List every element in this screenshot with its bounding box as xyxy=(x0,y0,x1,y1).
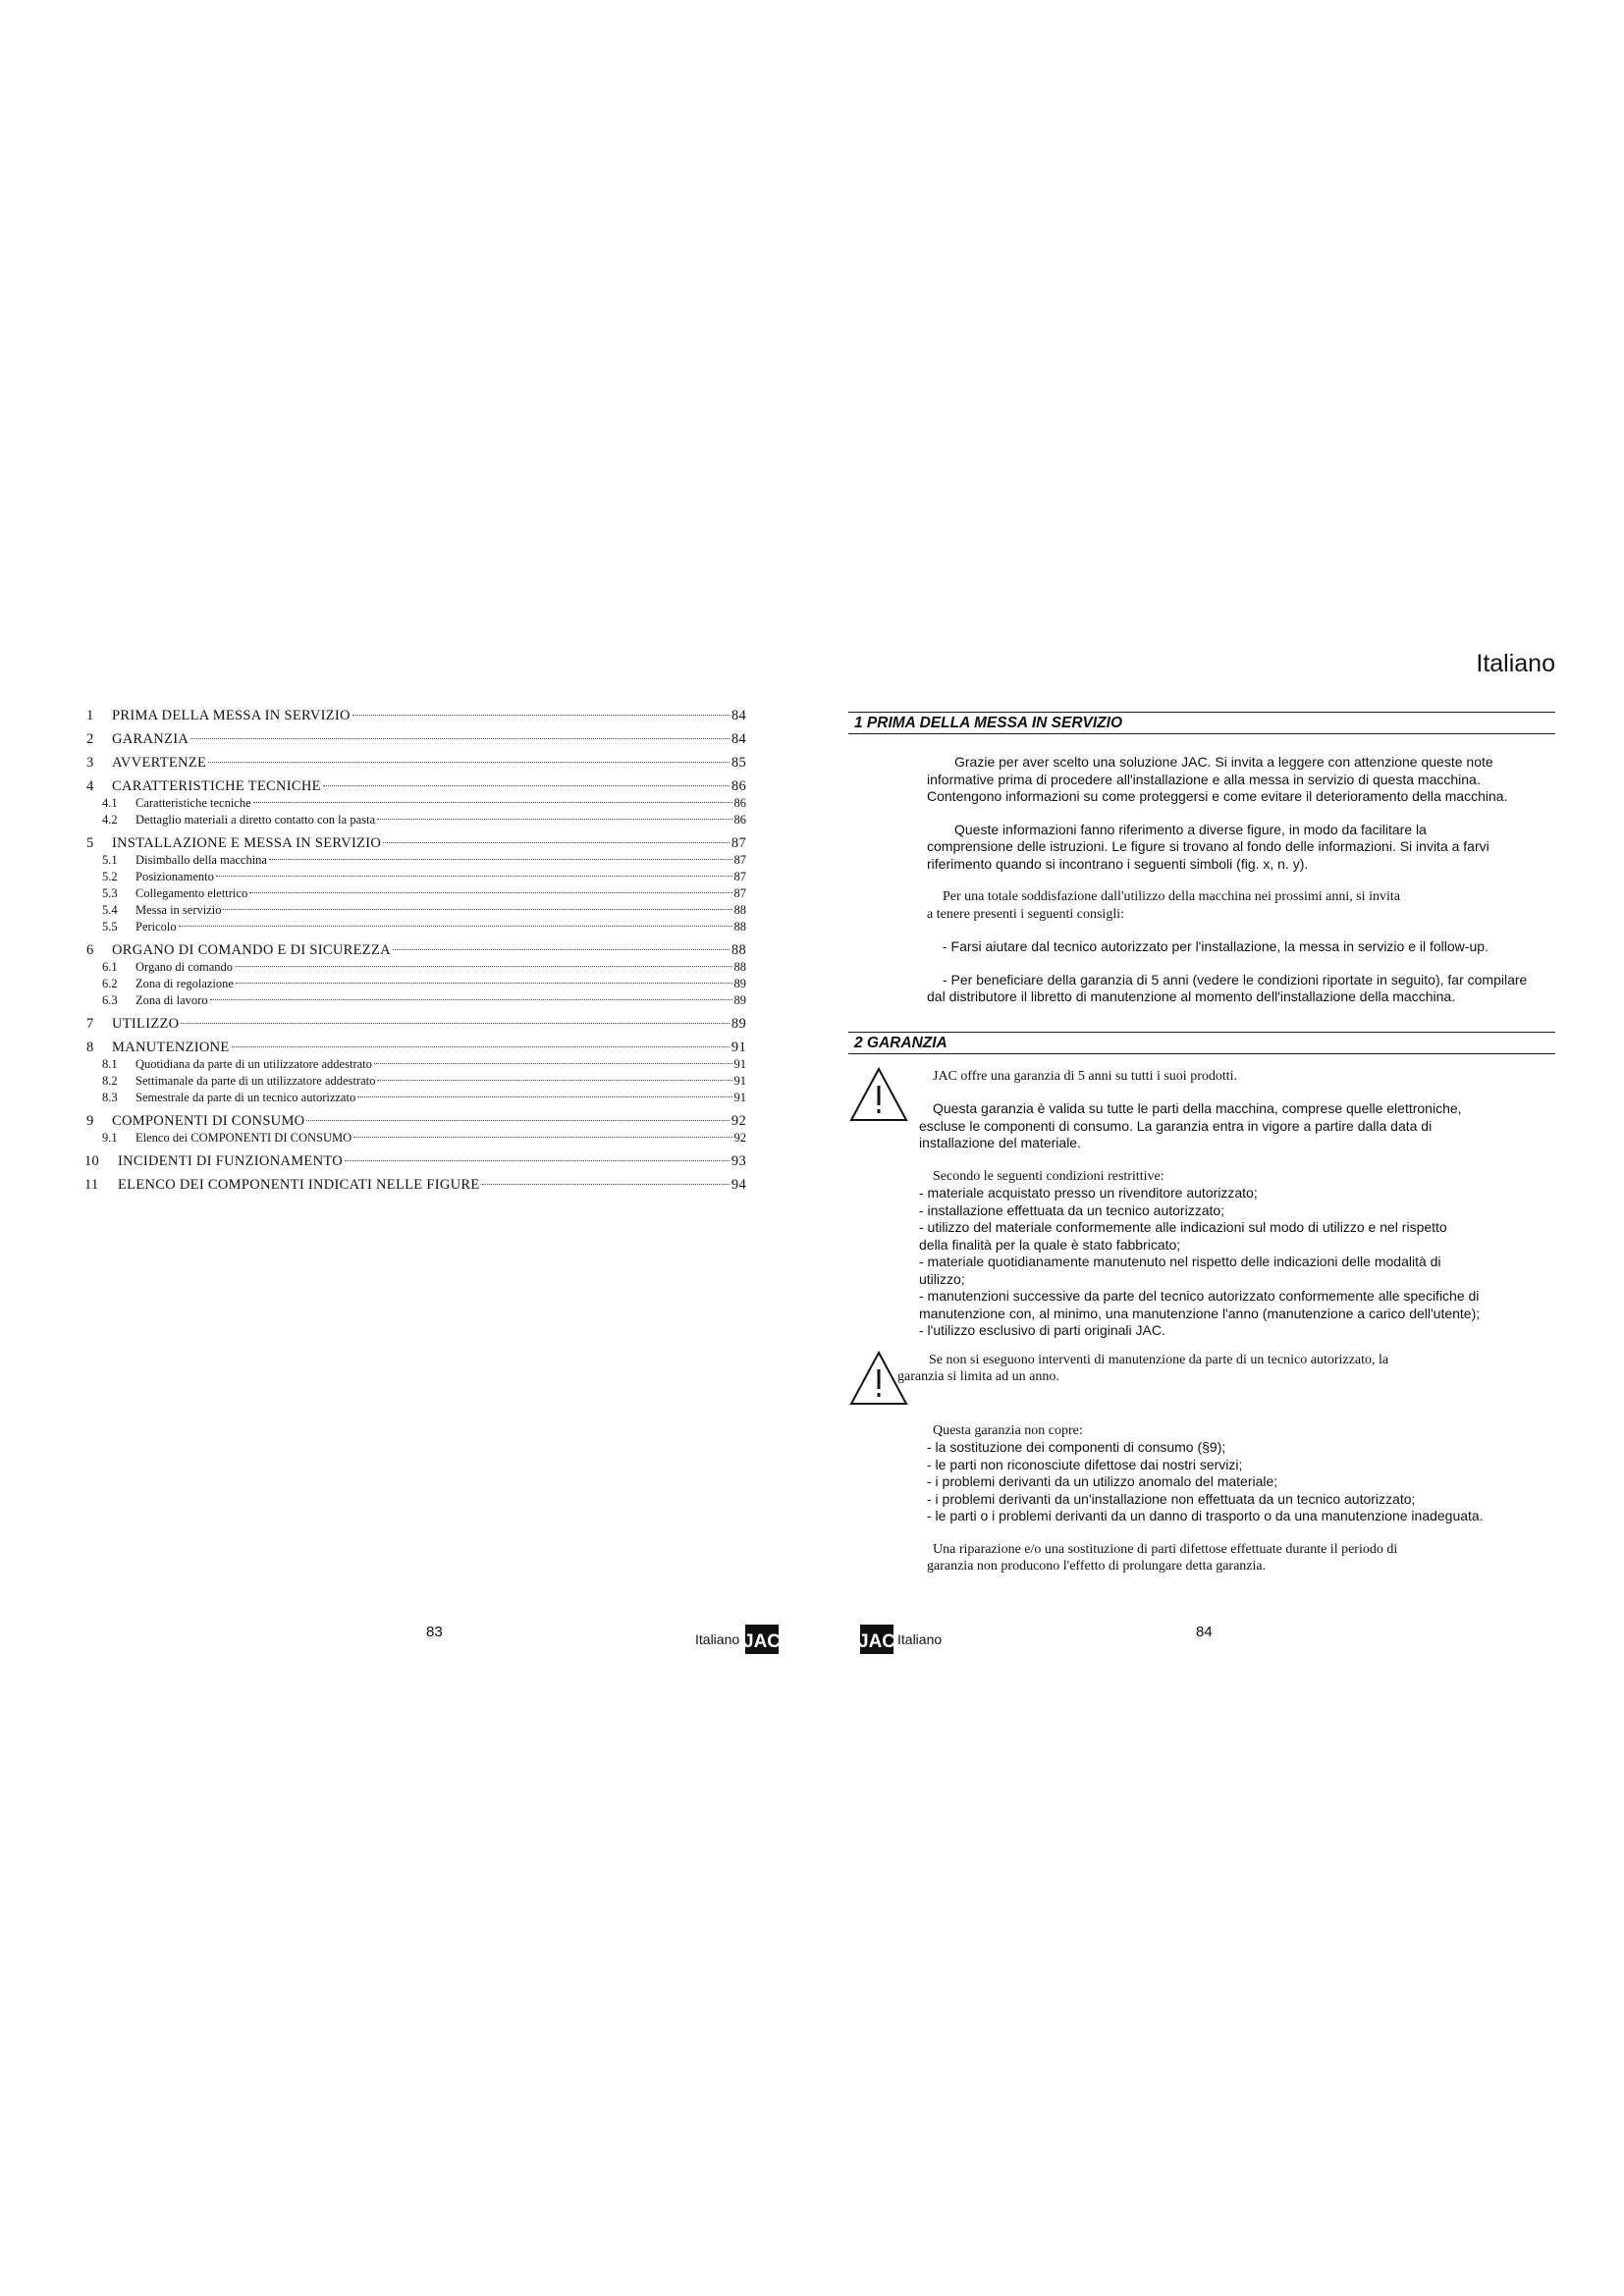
toc-title: Dettaglio materiali a diretto contatto con la pasta xyxy=(135,813,376,827)
exclusion-line: - i problemi derivanti da un utilizzo anomalo del materiale; xyxy=(927,1473,1278,1489)
toc-number: 4.1 xyxy=(102,796,118,810)
exclusion-line: - le parti non riconosciute difettose dai nostri servizi; xyxy=(927,1456,1243,1472)
conditions-list xyxy=(919,1185,1555,1340)
toc-leader xyxy=(235,966,731,967)
toc-leader xyxy=(249,892,731,893)
toc-page-number: 89 xyxy=(733,977,746,990)
toc-title: Messa in servizio xyxy=(135,903,222,917)
toc-leader xyxy=(345,1160,730,1161)
warranty-conditions xyxy=(848,1168,1555,1340)
exclusions-list xyxy=(927,1439,1555,1525)
toc-title: Posizionamento xyxy=(135,870,214,883)
toc-leader xyxy=(253,802,732,803)
toc-number: 6.2 xyxy=(102,977,118,990)
right-page-number: 84 xyxy=(1196,1624,1213,1640)
text-line: - Farsi aiutare dal tecnico autorizzato per l'installazione, la messa in servizio e il follow-up. xyxy=(943,938,1489,954)
toc-page-number: 91 xyxy=(731,1040,746,1055)
toc-entry[interactable] xyxy=(79,1130,746,1147)
condition-line: manutenzione con, al minimo, una manutenzione l'anno (manutenzione a carico dell'utente); xyxy=(919,1305,1481,1321)
toc-number: 3 xyxy=(86,755,94,771)
text-line: installazione del materiale. xyxy=(919,1135,1081,1150)
footer-language: Italiano xyxy=(695,1631,740,1647)
text-line: garanzia non producono l'effetto di prolungare detta garanzia. xyxy=(927,1559,1267,1574)
toc-leader xyxy=(377,1080,731,1081)
toc-leader xyxy=(269,859,732,860)
toc-title: Settimanale da parte di un utilizzatore addestrato xyxy=(135,1074,376,1088)
logo-text: JAC xyxy=(857,1631,896,1652)
toc-leader xyxy=(208,762,730,763)
toc-page-number: 89 xyxy=(731,1016,746,1032)
toc-entry[interactable] xyxy=(79,834,746,852)
toc-title: Zona di lavoro xyxy=(135,993,208,1007)
toc-title: Organo di comando xyxy=(135,960,234,974)
toc-page-number: 87 xyxy=(733,853,746,867)
text-line: Se non si eseguono interventi di manutenzione da parte di un tecnico autorizzato, la xyxy=(929,1352,1389,1367)
warranty-final-note xyxy=(848,1541,1555,1575)
toc-entry[interactable] xyxy=(79,919,746,935)
toc-number: 8.1 xyxy=(102,1057,118,1071)
warranty-paragraph xyxy=(919,1100,1555,1152)
toc-number: 8.3 xyxy=(102,1091,118,1104)
warranty-warning-1 xyxy=(848,1068,1555,1152)
toc-title: Caratteristiche tecniche xyxy=(135,796,251,810)
section-1-paragraph-3 xyxy=(848,888,1555,923)
condition-line: - installazione effettuata da un tecnico autorizzato; xyxy=(919,1201,1225,1218)
toc-leader xyxy=(383,842,730,843)
toc-number: 10 xyxy=(84,1153,100,1169)
toc-entry[interactable] xyxy=(79,852,746,869)
toc-number: 6 xyxy=(86,942,94,958)
toc-entry[interactable] xyxy=(79,992,746,1009)
toc-leader xyxy=(353,1137,731,1138)
section-1-paragraph-5 xyxy=(848,972,1555,1006)
toc-entry[interactable] xyxy=(79,869,746,885)
toc-page-number: 92 xyxy=(733,1131,746,1145)
toc-entry[interactable] xyxy=(79,730,746,748)
toc-page-number: 86 xyxy=(733,813,746,827)
toc-title: CARATTERISTICHE TECNICHE xyxy=(112,778,321,794)
toc-title: Semestrale da parte di un tecnico autorizzato xyxy=(135,1091,356,1104)
toc-number: 5.2 xyxy=(102,870,118,883)
toc-leader xyxy=(179,926,732,927)
toc-number: 6.3 xyxy=(102,993,118,1007)
text-line: Questa garanzia è valida su tutte le parti della macchina, comprese quelle elettroniche, xyxy=(933,1100,1462,1116)
toc-page-number: 94 xyxy=(731,1177,746,1193)
toc-leader xyxy=(306,1120,729,1121)
toc-number: 1 xyxy=(86,708,94,723)
text-line: comprensione delle istruzioni. Le figure si trovano al fondo delle informazioni. Si invita a farvi xyxy=(927,838,1489,854)
toc-title: GARANZIA xyxy=(112,731,189,747)
toc-title: UTILIZZO xyxy=(112,1016,180,1032)
toc-title: ORGANO DI COMANDO E DI SICUREZZA xyxy=(112,942,391,958)
condition-line: - materiale acquistato presso un rivenditore autorizzato; xyxy=(919,1185,1258,1201)
jac-logo-icon xyxy=(857,1625,896,1654)
right-footer-brand xyxy=(857,1625,943,1654)
toc-leader xyxy=(210,999,732,1000)
toc-leader xyxy=(181,1023,729,1024)
text-line: informative prima di procedere all'installazione e alla messa in servizio di questa macchina. xyxy=(927,771,1481,787)
right-page-content xyxy=(848,643,1555,1575)
condition-line: - l'utilizzo esclusivo di parti originali JAC. xyxy=(919,1322,1165,1338)
toc-entry[interactable] xyxy=(79,902,746,919)
toc-title: Collegamento elettrico xyxy=(135,886,248,900)
toc-number: 4 xyxy=(86,778,94,794)
toc-page-number: 92 xyxy=(731,1113,746,1129)
warning-triangle-icon xyxy=(848,1066,909,1123)
toc-entry[interactable] xyxy=(79,941,746,959)
condition-line: - manutenzioni successive da parte del tecnico autorizzato conformemente alle specifiche di xyxy=(919,1288,1480,1304)
left-page-number: 83 xyxy=(426,1624,443,1640)
toc-page-number: 84 xyxy=(731,708,746,723)
toc-number: 6.1 xyxy=(102,960,118,974)
text-line: riferimento quando si incontrano i seguenti simboli (fig. x, n. y). xyxy=(927,855,1309,872)
toc-number: 9 xyxy=(86,1113,94,1129)
toc-number: 5.1 xyxy=(102,853,118,867)
condition-line: - utilizzo del materiale conformemente alle indicazioni sul modo di utilizzo e nel rispetto xyxy=(919,1219,1447,1235)
condition-line: utilizzo; xyxy=(919,1270,965,1287)
toc-leader xyxy=(216,876,732,877)
toc-entry[interactable] xyxy=(79,1039,746,1056)
toc-title: ELENCO DEI COMPONENTI INDICATI NELLE FIGURE xyxy=(118,1177,480,1193)
toc-number: 5.3 xyxy=(102,886,118,900)
toc-title: Elenco dei COMPONENTI DI CONSUMO xyxy=(135,1131,352,1145)
toc-number: 5 xyxy=(86,835,94,851)
toc-page-number: 86 xyxy=(731,778,746,794)
toc-title: AVVERTENZE xyxy=(112,755,207,771)
toc-leader xyxy=(323,785,730,786)
toc-title: Pericolo xyxy=(135,920,177,934)
toc-leader xyxy=(232,1046,730,1047)
toc-entry[interactable] xyxy=(79,976,746,992)
toc-page-number: 85 xyxy=(731,755,746,771)
toc-title: INSTALLAZIONE E MESSA IN SERVIZIO xyxy=(112,835,382,851)
left-footer-brand xyxy=(695,1625,782,1654)
language-title: Italiano xyxy=(1476,650,1555,677)
toc-entry[interactable] xyxy=(79,812,746,828)
toc-number: 5.5 xyxy=(102,920,118,934)
logo-text: JAC xyxy=(743,1631,782,1652)
toc-entry[interactable] xyxy=(79,1015,746,1033)
toc-title: INCIDENTI DI FUNZIONAMENTO xyxy=(118,1153,344,1169)
toc-number: 9.1 xyxy=(102,1131,118,1145)
toc-page-number: 86 xyxy=(733,796,746,810)
toc-entry[interactable] xyxy=(79,1112,746,1130)
exclusion-line: - le parti o i problemi derivanti da un danno di trasporto o da una manutenzione inadeguata. xyxy=(927,1508,1484,1523)
footer-language: Italiano xyxy=(897,1631,943,1647)
toc-entry[interactable] xyxy=(79,777,746,795)
toc-leader xyxy=(374,1063,732,1064)
text-line: Questa garanzia non copre: xyxy=(933,1422,1083,1438)
text-line: Per una totale soddisfazione dall'utilizzo della macchina nei prossimi anni, si invita xyxy=(943,889,1400,904)
toc-entry[interactable] xyxy=(79,959,746,976)
toc-leader xyxy=(377,819,731,820)
condition-line: della finalità per la quale è stato fabbricato; xyxy=(919,1236,1181,1253)
toc-number: 7 xyxy=(86,1016,94,1032)
toc-leader xyxy=(236,983,732,984)
section-2-heading: 2 GARANZIA xyxy=(848,1032,1555,1054)
exclusion-line: - la sostituzione dei componenti di consumo (§9); xyxy=(927,1439,1226,1455)
toc-title: COMPONENTI DI CONSUMO xyxy=(112,1113,305,1129)
toc-leader xyxy=(352,715,730,716)
toc-entry[interactable] xyxy=(79,707,746,724)
section-1-heading: 1 PRIMA DELLA MESSA IN SERVIZIO xyxy=(848,712,1555,734)
toc-page-number: 93 xyxy=(731,1153,746,1169)
toc-entry[interactable] xyxy=(79,1056,746,1073)
toc-entry[interactable] xyxy=(79,1152,746,1170)
toc-leader xyxy=(357,1096,731,1097)
text-line: dal distributore il libretto di manutenzione al momento dell'installazione della macchina. xyxy=(927,988,1456,1004)
text-line: garanzia si limita ad un anno. xyxy=(897,1369,1059,1384)
toc-page-number: 88 xyxy=(733,960,746,974)
text-line: Queste informazioni fanno riferimento a diverse figure, in modo da facilitare la xyxy=(954,821,1427,837)
table-of-contents xyxy=(79,707,746,1194)
toc-entry[interactable] xyxy=(79,885,746,902)
toc-number: 11 xyxy=(84,1177,99,1193)
toc-entry[interactable] xyxy=(79,1176,746,1194)
toc-page-number: 87 xyxy=(731,835,746,851)
section-1-paragraph-4 xyxy=(848,938,1555,956)
toc-page-number: 91 xyxy=(733,1057,746,1071)
text-line: JAC offre una garanzia di 5 anni su tutti i suoi prodotti. xyxy=(933,1068,1238,1084)
toc-page-number: 84 xyxy=(731,731,746,747)
text-line: Grazie per aver scelto una soluzione JAC. Si invita a leggere con attenzione queste note xyxy=(954,754,1493,770)
toc-title: Disimballo della macchina xyxy=(135,853,267,867)
toc-number: 5.4 xyxy=(102,903,118,917)
toc-title: Quotidiana da parte di un utilizzatore addestrato xyxy=(135,1057,372,1071)
toc-entry[interactable] xyxy=(79,1090,746,1106)
text-line: a tenere presenti i seguenti consigli: xyxy=(927,906,1124,922)
toc-number: 4.2 xyxy=(102,813,118,827)
toc-entry[interactable] xyxy=(79,754,746,772)
toc-leader xyxy=(190,738,730,739)
exclusion-line: - i problemi derivanti da un'installazione non effettuata da un tecnico autorizzato; xyxy=(927,1490,1416,1507)
toc-leader xyxy=(393,949,730,950)
text-line: Secondo le seguenti condizioni restrittive: xyxy=(933,1168,1164,1184)
toc-title: MANUTENZIONE xyxy=(112,1040,230,1055)
text-line: Una riparazione e/o una sostituzione di parti difettose effettuate durante il periodo di xyxy=(933,1541,1398,1557)
text-line: escluse le componenti di consumo. La garanzia entra in vigore a partire dalla data di xyxy=(919,1117,1433,1134)
toc-page-number: 88 xyxy=(733,920,746,934)
toc-page-number: 87 xyxy=(733,870,746,883)
toc-page-number: 88 xyxy=(731,942,746,958)
toc-page-number: 91 xyxy=(733,1074,746,1088)
toc-leader xyxy=(482,1184,730,1185)
jac-logo-icon xyxy=(743,1625,782,1654)
toc-number: 8 xyxy=(86,1040,94,1055)
toc-number: 8.2 xyxy=(102,1074,118,1088)
toc-title: Zona di regolazione xyxy=(135,977,234,990)
warranty-warning-2 xyxy=(848,1352,1555,1407)
toc-page-number: 91 xyxy=(733,1091,746,1104)
toc-page-number: 88 xyxy=(733,903,746,917)
section-1-paragraph-1 xyxy=(848,754,1555,806)
section-1-paragraph-2 xyxy=(848,822,1555,874)
toc-entry[interactable] xyxy=(79,1073,746,1090)
text-line: - Per beneficiare della garanzia di 5 anni (vedere le condizioni riportate in seguito), far compilare xyxy=(943,971,1528,988)
toc-number: 2 xyxy=(86,731,94,747)
text-line: Contengono informazioni su come proteggersi e come evitare il deterioramento della macchina. xyxy=(927,788,1508,804)
toc-leader xyxy=(223,909,731,910)
toc-page-number: 89 xyxy=(733,993,746,1007)
warranty-exclusions xyxy=(848,1422,1555,1525)
toc-title: PRIMA DELLA MESSA IN SERVIZIO xyxy=(112,708,351,723)
condition-line: - materiale quotidianamente manutenuto nel rispetto delle indicazioni delle modalità di xyxy=(919,1254,1441,1269)
toc-entry[interactable] xyxy=(79,795,746,812)
toc-page-number: 87 xyxy=(733,886,746,900)
